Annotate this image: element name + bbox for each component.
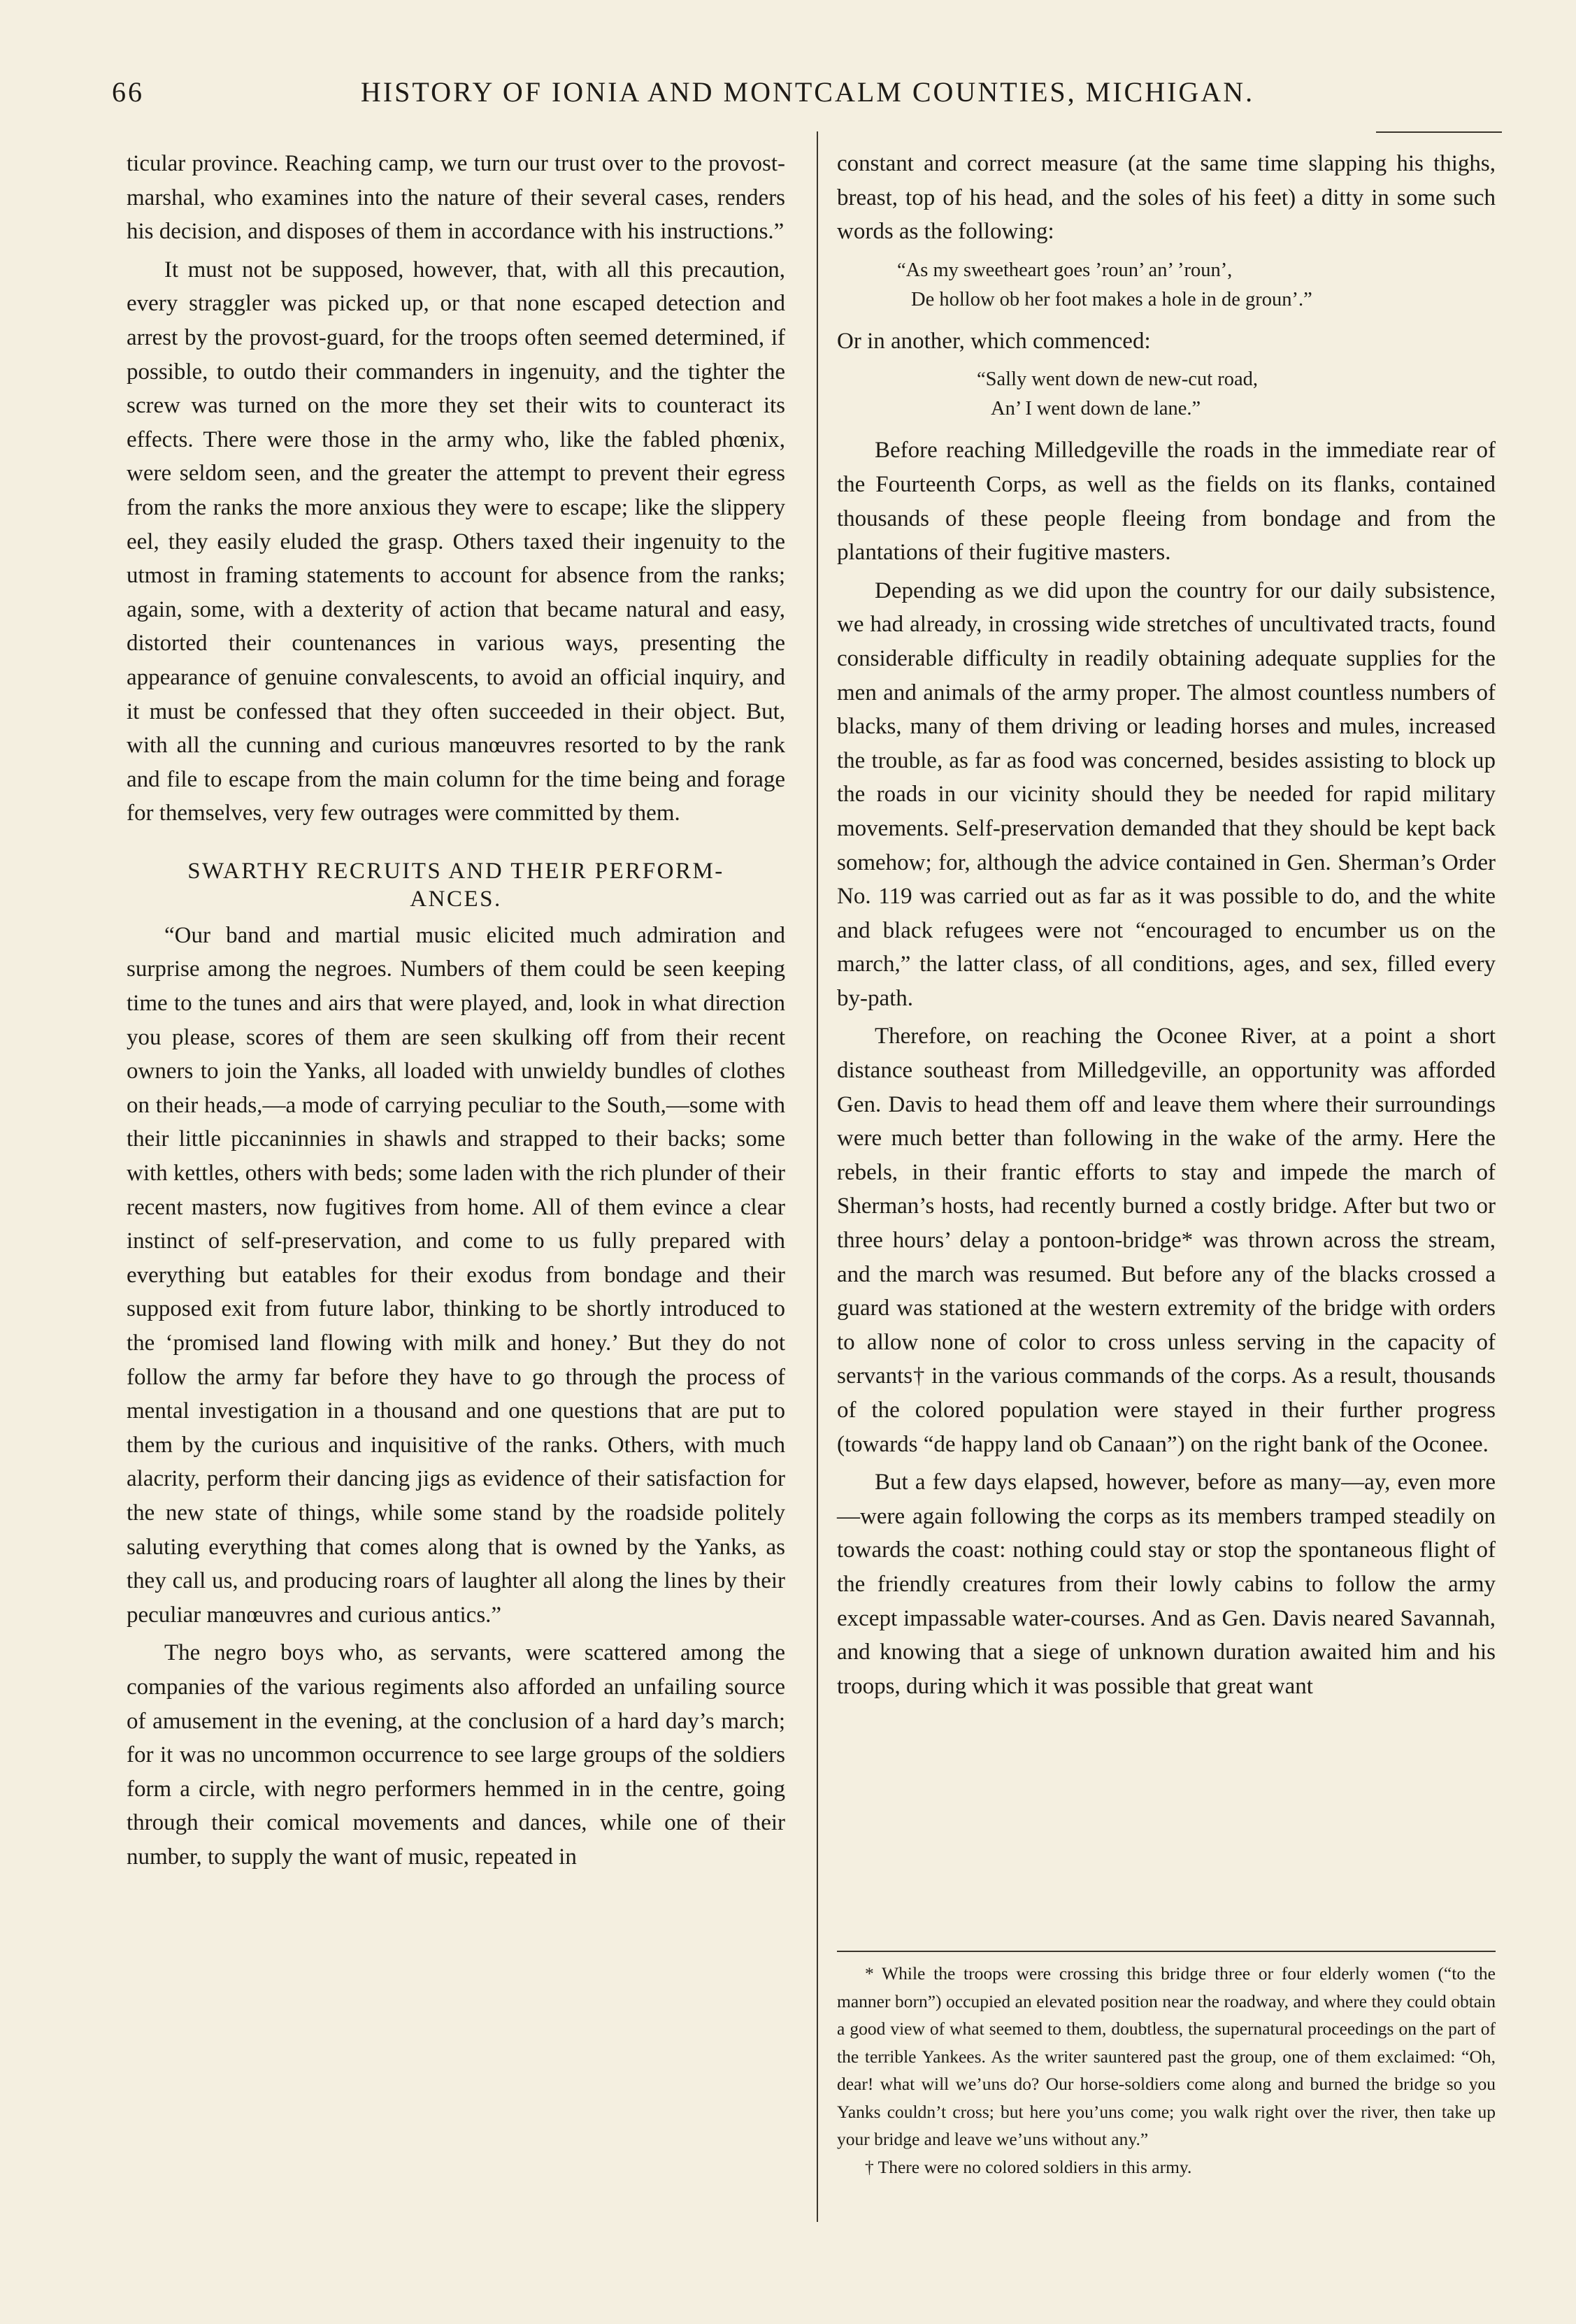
footnote: * While the troops were crossing this bridge three or four elderly women (“to the manner born”) occupied an elevated position near the roadway, and where they could obtain a good view of what seemed to them, doubtless, the supernatural proceedings on the part of the terrible Yankees. As the writer sauntered past the group, one of them exclaimed: “Oh, dear! what will we’uns do? Our horse-soldiers come along and burned the bridge so you Yanks couldn’t cross; but here you’uns come; you walk right over the river, then take up your bridge and leave we’uns without any.” bbox=[837, 1963, 1496, 2149]
paragraph: But a few days elapsed, however, before as many—ay, even more—were again following the corps as its members tramped steadily on towards the coast: nothing could stay or stop the spontaneous flight of the friendly creatures from their lowly cabins to follow the army except impassable water-courses. And as Gen. Davis neared Savannah, and knowing that a siege of unknown duration awaited him and his troops, during which it was possible that great want bbox=[837, 1470, 1496, 1699]
verse-line: “As my sweetheart goes ’roun’ an’ ’roun’, bbox=[897, 259, 1233, 281]
verse-quote bbox=[837, 365, 1496, 424]
paragraph: Or in another, which commenced: bbox=[837, 328, 1151, 354]
left-column bbox=[127, 147, 785, 1874]
verse-line: “Sally went down de new-cut road, bbox=[977, 368, 1259, 391]
paragraph: Therefore, on reaching the Oconee River, at a point a short distance southeast from Milledgeville, an opportunity was afforded Gen. Davis to head them off and leave them where their surroundings were much better than following in the wake of the army. Here the rebels, in their frantic efforts to stay and impede the march of Sherman’s hosts, had recently burned a costly bridge. After but two or three hours’ delay a pontoon-bridge* was thrown across the stream, and the march was resumed. But before any of the blacks crossed a guard was stationed at the western extremity of the bridge with orders to allow none of color to cross unless serving in the capacity of servants† in the various commands of the corps. As a result, thousands of the colored population were stayed in their further progress (towards “de happy land ob Canaan”) on the right bank of the Oconee. bbox=[837, 1024, 1496, 1457]
paragraph: The negro boys who, as servants, were scattered among the companies of the various regiments also afforded an unfailing source of amusement in the evening, at the conclusion of a hard day’s march; for it was no uncommon occurrence to see large groups of the soldiers form a circle, with negro performers hemmed in in the centre, going through their comical movements and dances, while one of their number, to supply the want of music, repeated in bbox=[127, 1640, 785, 1870]
paragraph: Before reaching Milledgeville the roads in the immediate rear of the Fourteenth Corps, as well as the fields on its flanks, contained thousands of these people fleeing from bondage and from the plantations of their fugitive masters. bbox=[837, 438, 1496, 566]
footnote-rule bbox=[837, 1951, 1496, 1952]
verse-quote bbox=[837, 256, 1496, 315]
paragraph: ticular province. Reaching camp, we turn our trust over to the provost-marshal, who examines into the nature of their several cases, renders his decision, and disposes of them in accordance with his instructions.” bbox=[127, 151, 785, 245]
verse-line: An’ I went down de lane.” bbox=[991, 398, 1201, 420]
section-heading-line: ANCES. bbox=[410, 886, 502, 912]
paragraph: constant and correct measure (at the same time slapping his thighs, breast, top of his head, and the soles of his feet) a ditty in some such words as the following: bbox=[837, 151, 1496, 245]
page-number: 66 bbox=[112, 76, 144, 108]
footnote: † There were no colored soldiers in this army. bbox=[865, 2156, 1192, 2177]
section-heading-line: SWARTHY RECRUITS AND THEIR PERFORM- bbox=[187, 858, 724, 884]
footnotes bbox=[837, 1960, 1496, 2181]
header-rule bbox=[1376, 131, 1502, 133]
section-heading bbox=[127, 857, 785, 913]
paragraph: Depending as we did upon the country for our daily subsistence, we had already, in crossing wide stretches of uncultivated tracts, found considerable difficulty in readily obtaining adequate supplies for the men and animals of the army proper. The almost countless numbers of blacks, many of them driving or leading horses and mules, increased the trouble, as far as food was concerned, besides assisting to block up the roads in our vicinity should they be needed for rapid military movements. Self-preservation demanded that they should be kept back somehow; for, although the advice contained in Gen. Sherman’s Order No. 119 was carried out as far as it was possible to do, and the white and black refugees were not “encouraged to encumber us on the march,” the latter class, of all conditions, ages, and sex, filled every by-path. bbox=[837, 578, 1496, 1011]
verse-line: De hollow ob her foot makes a hole in de groun’.” bbox=[911, 288, 1312, 310]
column-divider bbox=[817, 131, 818, 2222]
running-title: HISTORY OF IONIA AND MONTCALM COUNTIES, MICHIGAN. bbox=[360, 76, 1255, 108]
paragraph: It must not be supposed, however, that, with all this precaution, every straggler was picked up, or that none escaped detection and arrest by the provost-guard, for the troops often seemed determined, if possible, to outdo their commanders in ingenuity, and the tighter the screw was turned on the more they set their wits to counteract its effects. There were those in the army who, like the fabled phœnix, were seldom seen, and the greater the attempt to prevent their egress from the ranks the more anxious they were to escape; like the slippery eel, they easily eluded the grasp. Others taxed their ingenuity to the utmost in framing statements to account for absence from the ranks; again, some, with a dexterity of action that became natural and easy, distorted their countenances in various ways, presenting the appearance of genuine convalescents, to avoid an official inquiry, and it must be confessed that they often succeeded in their object. But, with all the cunning and curious manœuvres resorted to by the rank and file to escape from the main column for the time being and forage for themselves, very few outrages were committed by them. bbox=[127, 257, 785, 826]
right-column bbox=[837, 147, 1496, 2177]
running-head bbox=[112, 76, 1475, 112]
paragraph: “Our band and martial music elicited much admiration and surprise among the negroes. Numbers of them could be seen keeping time to the tunes and airs that were played, and, look in what direction you please, scores of them are seen skulking off from their recent owners to join the Yanks, all loaded with unwieldy bundles of clothes on their heads,—a mode of carrying peculiar to the South,—some with their little piccaninnies in shawls and strapped to their backs; some with kettles, others with beds; some laden with the rich plunder of their recent masters, now fugitives from home. All of them evince a clear instinct of self-preservation, and come to us fully prepared with everything but eatables for their exodus from bondage and their supposed exit from future labor, thinking to be shortly introduced to the ‘promised land flowing with milk and honey.’ But they do not follow the army far before they have to go through the process of mental investigation in a thousand and one questions that are put to them by the curious and inquisitive of the ranks. Others, with much alacrity, perform their dancing jigs as evidence of their satisfaction for the new state of things, while some stand by the roadside politely saluting everything that comes along that is owned by the Yanks, as they call us, and producing roars of laughter all along the lines by their peculiar manœuvres and curious antics.” bbox=[127, 922, 785, 1628]
